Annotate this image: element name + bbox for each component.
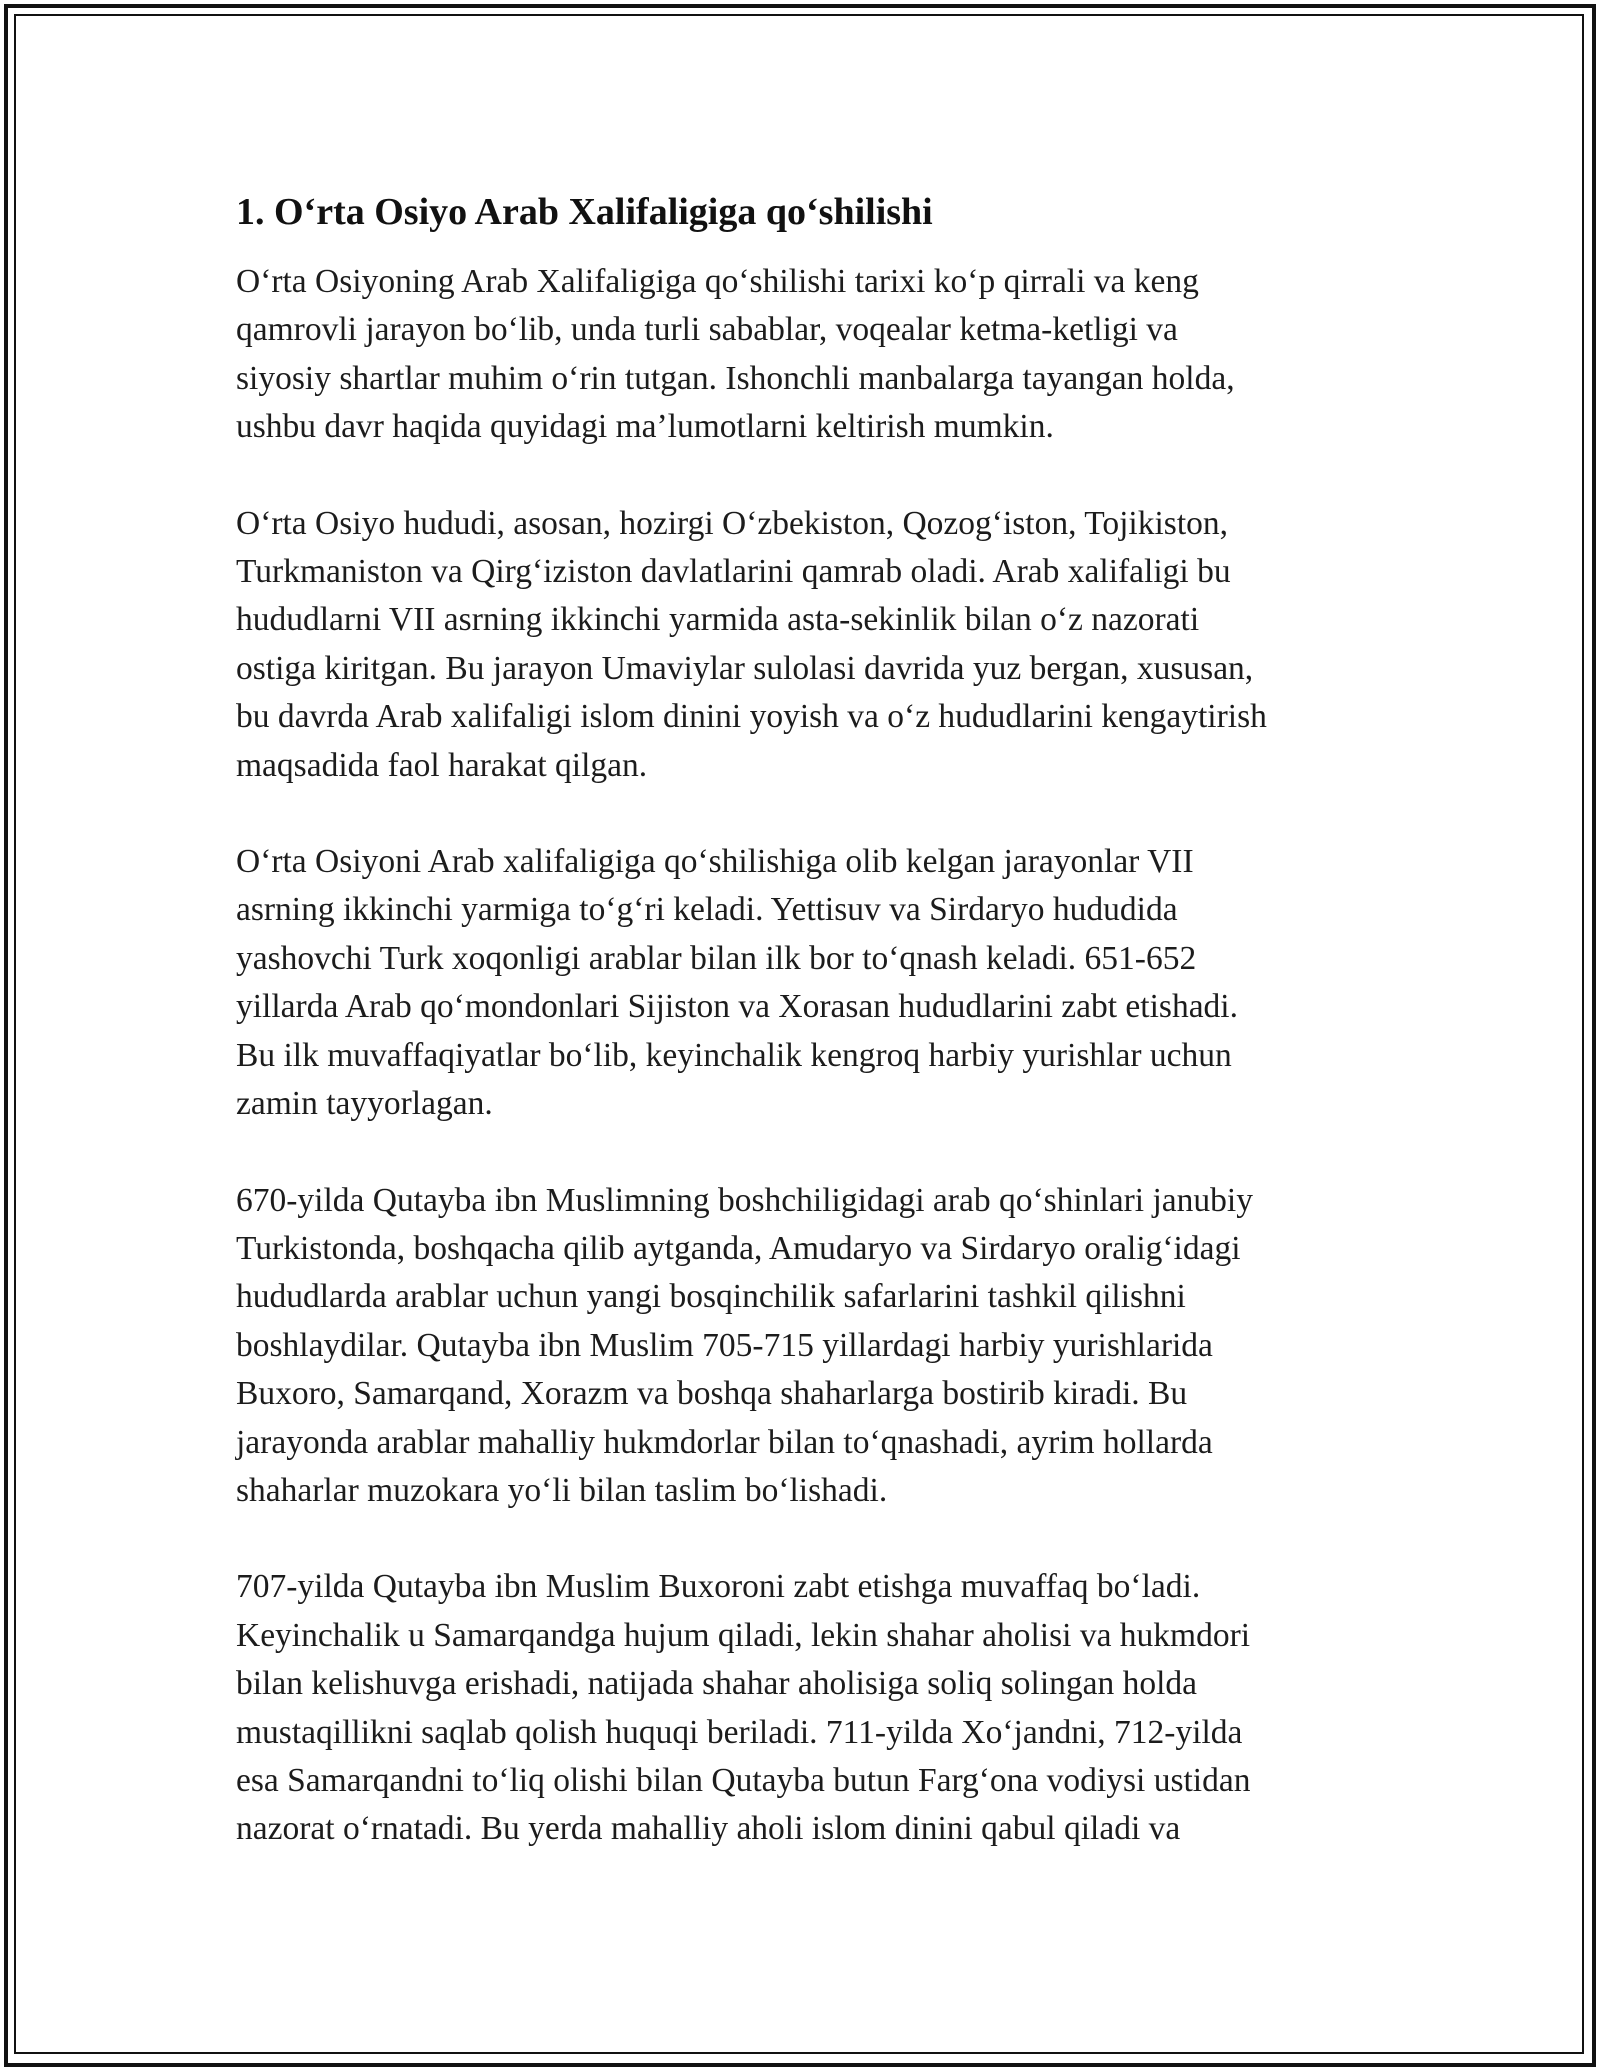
- document-body: [236, 188, 1376, 1902]
- paragraph-5: 707-yilda Qutayba ibn Muslim Buxoroni zabt etishga muvaffaq bo‘ladi. Keyinchalik u Samarqandga hujum qiladi, lekin shahar aholisi va hukmdori bilan kelishuvga erishadi, natijada shahar aholisiga soliq solingan holda mustaqillikni saqlab qolish huquqi beriladi. 711-yilda Xo‘jandni, 712-yilda esa Samarqandni to‘liq olishi bilan Qutayba butun Farg‘ona vodiysi ustidan nazorat o‘rnatadi. Bu yerda mahalliy aholi islom dinini qabul qiladi va: [236, 1568, 1251, 1848]
- paragraph-1: O‘rta Osiyoning Arab Xalifaligiga qo‘shilishi tarixi ko‘p qirrali va keng qamrovli jarayon bo‘lib, unda turli sabablar, voqealar ketma-ketligi va siyosiy shartlar muhim o‘rin tutgan. Ishonchli manbalarga tayangan holda, ushbu davr haqida quyidagi ma’lumotlarni keltirish mumkin.: [236, 263, 1235, 446]
- paragraph-4: 670-yilda Qutayba ibn Muslimning boshchiligidagi arab qo‘shinlari janubiy Turkistonda, boshqacha qilib aytganda, Amudaryo va Sirdaryo oralig‘idagi hududlarda arablar uchun yangi bosqinchilik safarlarini tashkil qilishni boshlaydilar. Qutayba ibn Muslim 705-715 yillardagi harbiy yurishlarida Buxoro, Samarqand, Xorazm va boshqa shaharlarga bostirib kiradi. Bu jarayonda arablar mahalliy hukmdorlar bilan to‘qnashadi, ayrim hollarda shaharlar muzokara yo‘li bilan taslim bo‘lishadi.: [236, 1181, 1253, 1509]
- paragraph-3: O‘rta Osiyoni Arab xalifaligiga qo‘shilishiga olib kelgan jarayonlar VII asrning ikkinchi yarmiga to‘g‘ri keladi. Yettisuv va Sirdaryo hududida yashovchi Turk xoqonligi arablar bilan ilk bor to‘qnash keladi. 651-652 yillarda Arab qo‘mondonlari Sijiston va Xorasan hududlarini zabt etishadi. Bu ilk muvaffaqiyatlar bo‘lib, keyinchalik kengroq harbiy yurishlar uchun zamin tayyorlagan.: [236, 843, 1238, 1123]
- section-heading: 1. O‘rta Osiyo Arab Xalifaligiga qo‘shilishi: [236, 191, 933, 233]
- paragraph-2: O‘rta Osiyo hududi, asosan, hozirgi O‘zbekiston, Qozog‘iston, Tojikiston, Turkmaniston va Qirg‘iziston davlatlarini qamrab oladi. Arab xalifaligi bu hududlarni VII asrning ikkinchi yarmida asta-sekinlik bilan o‘z nazorati ostiga kiritgan. Bu jarayon Umaviylar sulolasi davrida yuz bergan, xususan, bu davrda Arab xalifaligi islom dinini yoyish va o‘z hududlarini kengaytirish maqsadida faol harakat qilgan.: [236, 504, 1267, 784]
